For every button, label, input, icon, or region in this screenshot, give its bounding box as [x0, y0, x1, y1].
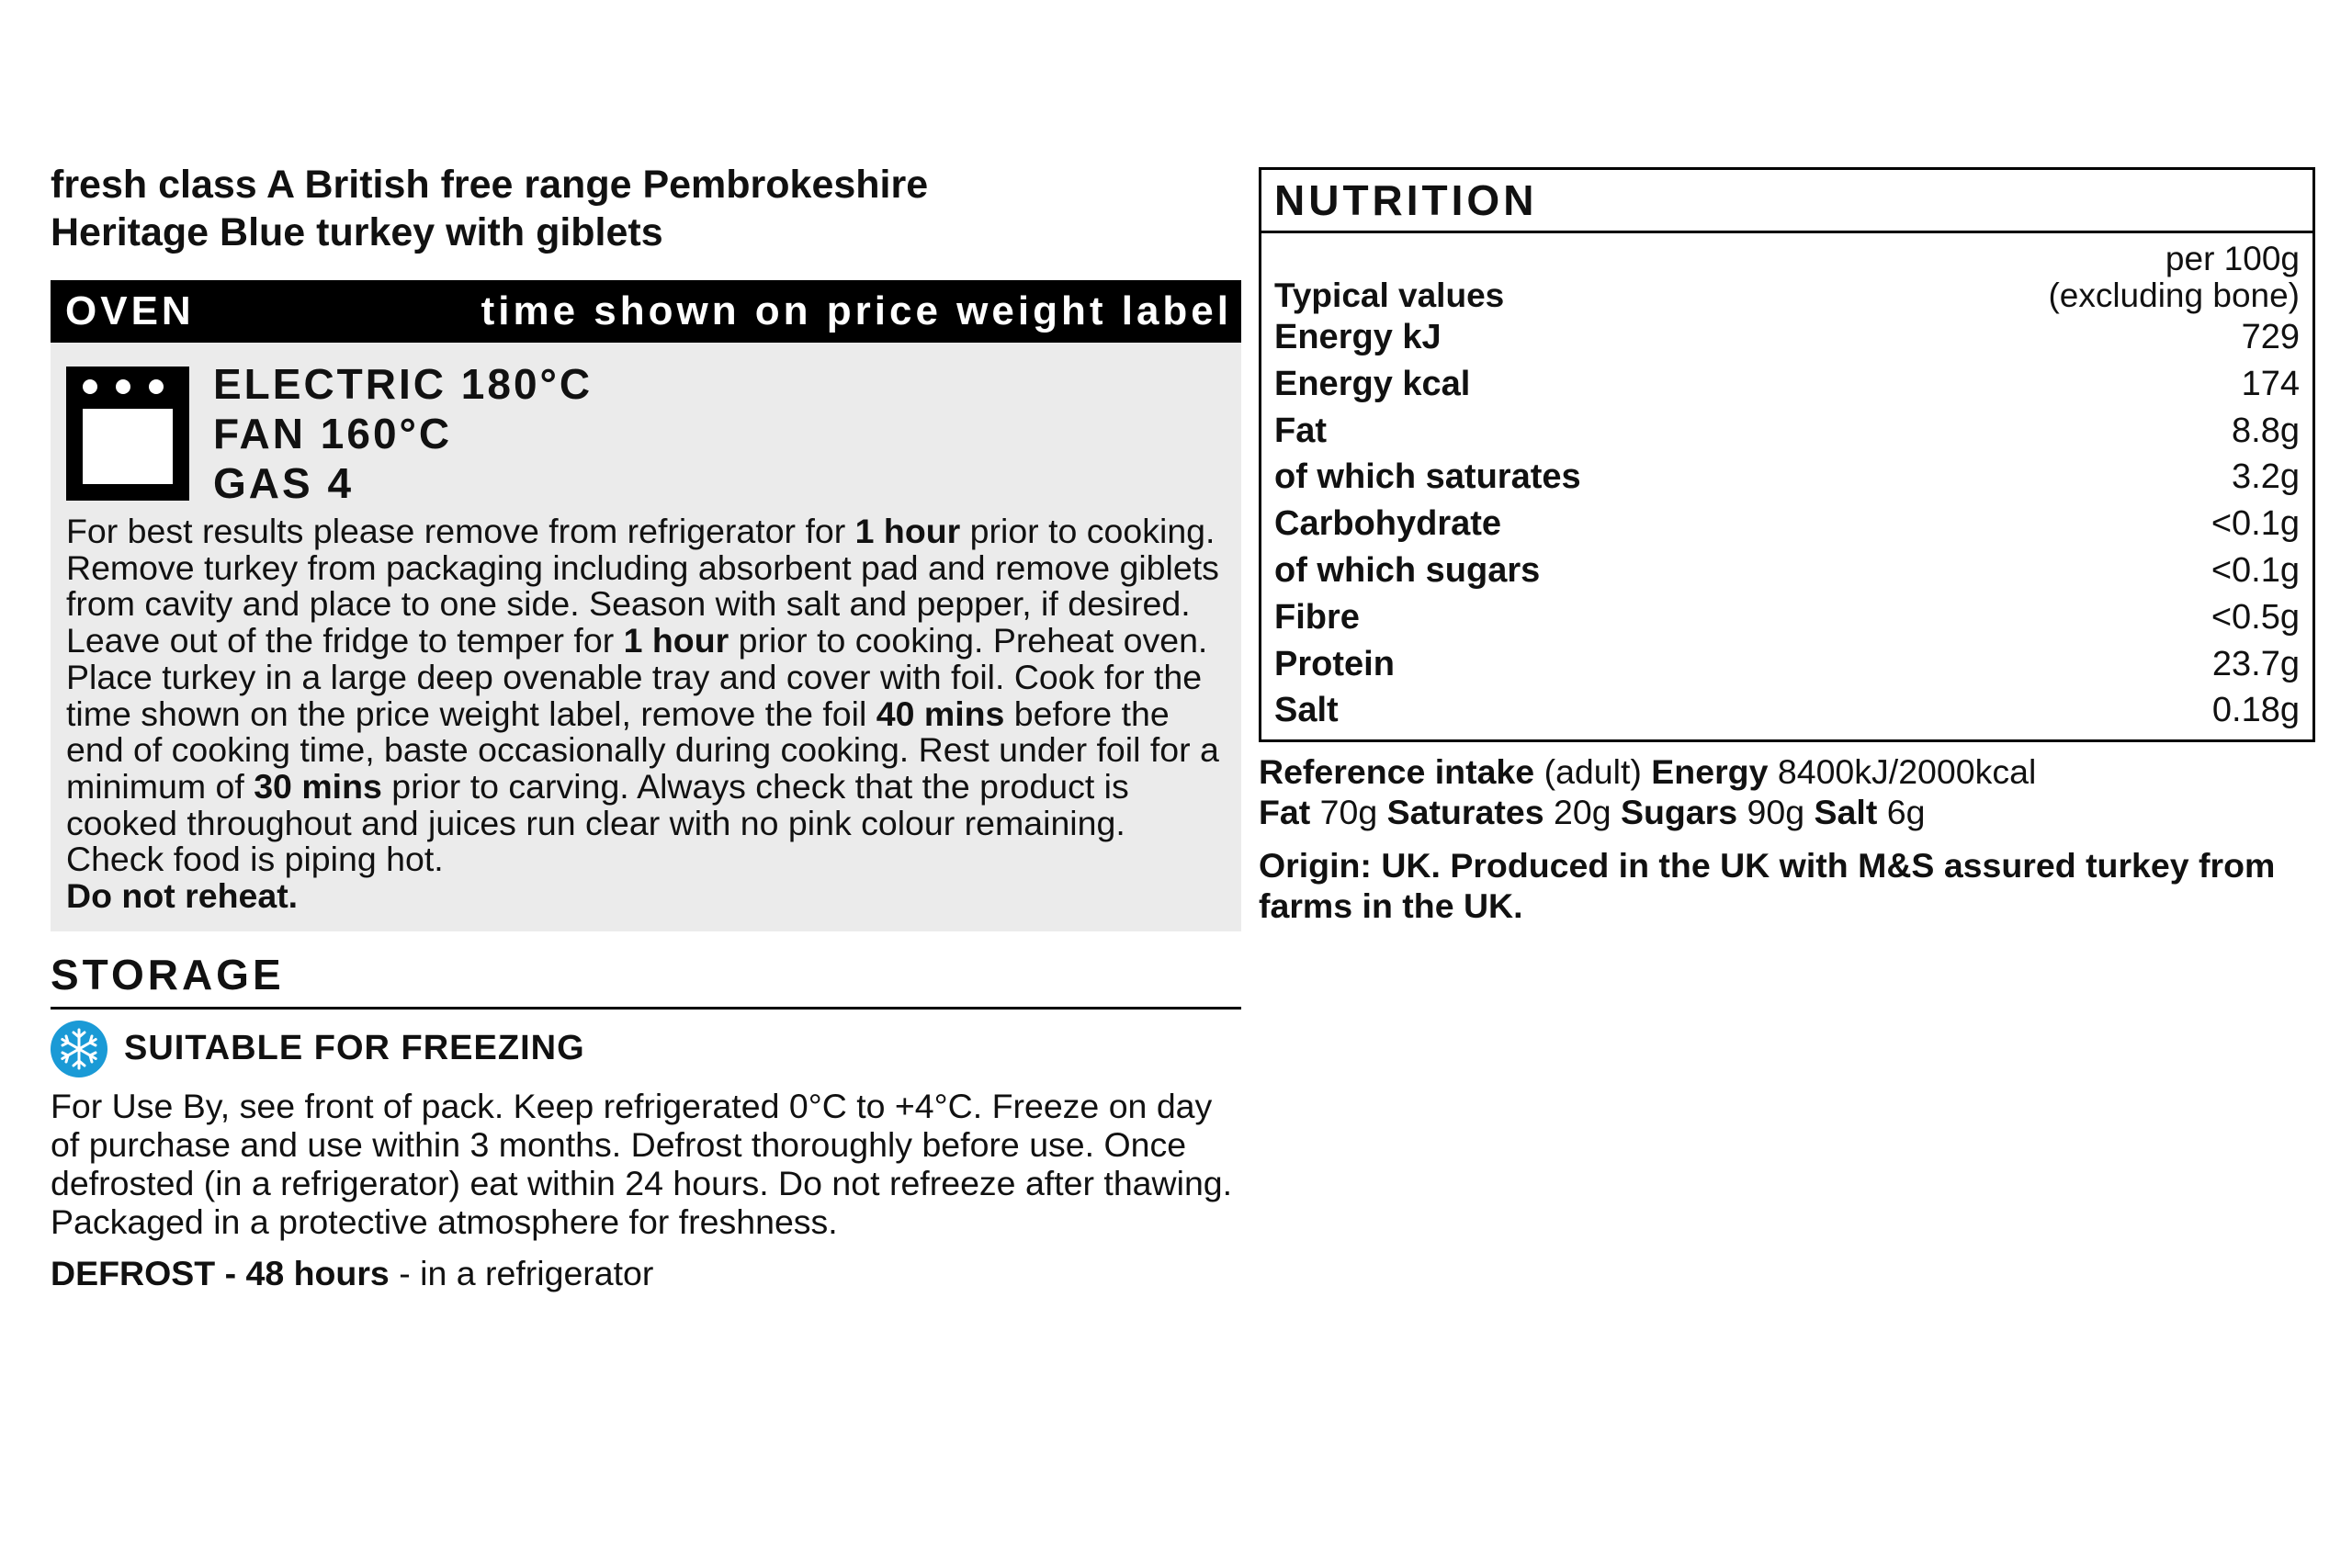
nutrition-table: [1259, 167, 2315, 742]
nutrient-label: Energy kcal: [1274, 364, 1471, 403]
ri-energy-label: Energy: [1651, 752, 1769, 792]
nutrition-body: [1261, 233, 2312, 739]
nutrition-row: [1274, 594, 2300, 641]
ri-saturates-label: Saturates: [1386, 793, 1544, 832]
ri-sugars-value: 90g: [1737, 793, 1815, 832]
nutrition-row: [1274, 314, 2300, 361]
instruction-emphasis: 1 hour: [854, 512, 961, 550]
nutrient-value: 3.2g: [2232, 457, 2300, 497]
nutrient-value: <0.5g: [2211, 597, 2300, 637]
ri-fat-value: 70g: [1310, 793, 1387, 832]
electric-temperature: ELECTRIC 180°C: [213, 360, 594, 408]
nutrient-value: 729: [2241, 318, 2300, 356]
instruction-segment: prior to carving. Always check that the product is cooked throughout and juices run clear with no pink colour remaining. Check food is piping hot.: [66, 766, 1129, 879]
cooking-instructions: [66, 513, 1227, 915]
nutrient-label: Fat: [1274, 411, 1327, 450]
nutrient-label: Carbohydrate: [1274, 504, 1502, 544]
storage-instructions: For Use By, see front of pack. Keep refrigerated 0°C to +4°C. Freeze on day of purchase and use within 3 months. Defrost thoroughly before use. Once defrosted (in a refrigerator) eat within 24 hours. Do not refreeze after thawing. Packaged in a protective atmosphere for freshness.: [51, 1086, 1233, 1241]
excluding-bone-label: (excluding bone): [2048, 276, 2300, 314]
ri-fat-label: Fat: [1259, 793, 1311, 832]
ri-energy-value: 8400kJ/2000kcal: [1768, 752, 2037, 792]
instruction-segment: For best results please remove from refrigerator for: [66, 512, 855, 550]
nutrition-row: [1274, 687, 2300, 734]
nutrient-value: 0.18g: [2211, 691, 2300, 730]
gas-mark: GAS 4: [213, 459, 355, 507]
typical-values-label: Typical values: [1274, 276, 1505, 314]
product-title-line-1: fresh class A British free range Pembrokeshire: [51, 163, 929, 207]
nutrient-label: Energy kJ: [1274, 318, 1442, 356]
oven-time-note: time shown on price weight label: [481, 288, 1232, 333]
freezing-row: [51, 1021, 1241, 1077]
oven-header-bar: [51, 280, 1241, 343]
nutrition-row: [1274, 454, 2300, 501]
nutrient-label: Fibre: [1274, 597, 1360, 637]
reference-intake: [1259, 751, 2315, 832]
nutrient-label: Salt: [1274, 691, 1339, 730]
right-column: [1259, 167, 2315, 926]
defrost-time: DEFROST - 48 hours: [51, 1253, 390, 1292]
oven-instructions-panel: [51, 343, 1241, 931]
instruction-emphasis: 30 mins: [254, 766, 382, 806]
freezing-label: SUITABLE FOR FREEZING: [124, 1029, 585, 1068]
nutrient-label: of which saturates: [1274, 457, 1581, 497]
nutrient-value: 174: [2241, 364, 2300, 403]
left-column: [51, 161, 1241, 1293]
nutrition-row: [1274, 501, 2300, 547]
temperature-list: [213, 359, 593, 508]
instruction-emphasis: 1 hour: [623, 621, 729, 660]
nutrient-label: Protein: [1274, 644, 1395, 683]
typical-values-row: [1274, 277, 2300, 314]
no-reheat-warning: Do not reheat.: [66, 876, 299, 916]
oven-icon: [66, 367, 189, 501]
nutrient-value: 8.8g: [2232, 411, 2300, 450]
nutrient-value: <0.1g: [2211, 550, 2300, 590]
instruction-segment: prior to cooking. Preheat oven. Place turkey in a large deep ovenable tray and cover with foil. Cook for the time shown on the price weight label, remove the foil: [66, 621, 1208, 733]
snowflake-icon: [51, 1021, 107, 1077]
defrost-location: - in a refrigerator: [389, 1253, 654, 1292]
nutrient-value: <0.1g: [2211, 504, 2300, 544]
nutrition-rows: [1274, 314, 2300, 734]
reference-intake-label: Reference intake: [1259, 752, 1535, 792]
per-100g-label: per 100g: [2165, 240, 2300, 277]
reference-adult: (adult): [1534, 752, 1652, 792]
instruction-emphasis: 40 mins: [876, 694, 1005, 733]
fan-temperature: FAN 160°C: [213, 410, 453, 457]
defrost-instructions: [51, 1254, 1241, 1293]
ri-salt-value: 6g: [1877, 793, 1926, 832]
storage-heading: STORAGE: [51, 950, 1241, 1010]
instruction-segment: prior to cooking. Remove turkey from packaging including absorbent pad and remove giblets from cavity and place to one side. Season with salt and pepper, if desired. Leave out of the fridge to temper for: [66, 512, 1219, 660]
instruction-segment: before the end of cooking time, baste occasionally during cooking. Rest under foil for a minimum of: [66, 694, 1219, 806]
ri-salt-label: Salt: [1814, 793, 1878, 832]
product-title: [51, 161, 1241, 256]
nutrition-heading: NUTRITION: [1261, 170, 2312, 233]
temperature-row: [66, 359, 1227, 508]
product-title-line-2: Heritage Blue turkey with giblets: [51, 210, 663, 254]
cooking-instructions-text: [66, 512, 1219, 878]
oven-label: OVEN: [65, 288, 195, 333]
nutrition-row: [1274, 408, 2300, 455]
nutrition-row: [1274, 547, 2300, 594]
nutrient-value: 23.7g: [2211, 644, 2300, 683]
nutrition-row: [1274, 361, 2300, 408]
ri-sugars-label: Sugars: [1620, 793, 1738, 832]
nutrition-row: [1274, 641, 2300, 688]
origin-statement: Origin: UK. Produced in the UK with M&S assured turkey from farms in the UK.: [1259, 846, 2276, 926]
ri-saturates-value: 20g: [1544, 793, 1621, 832]
nutrient-label: of which sugars: [1274, 550, 1541, 590]
